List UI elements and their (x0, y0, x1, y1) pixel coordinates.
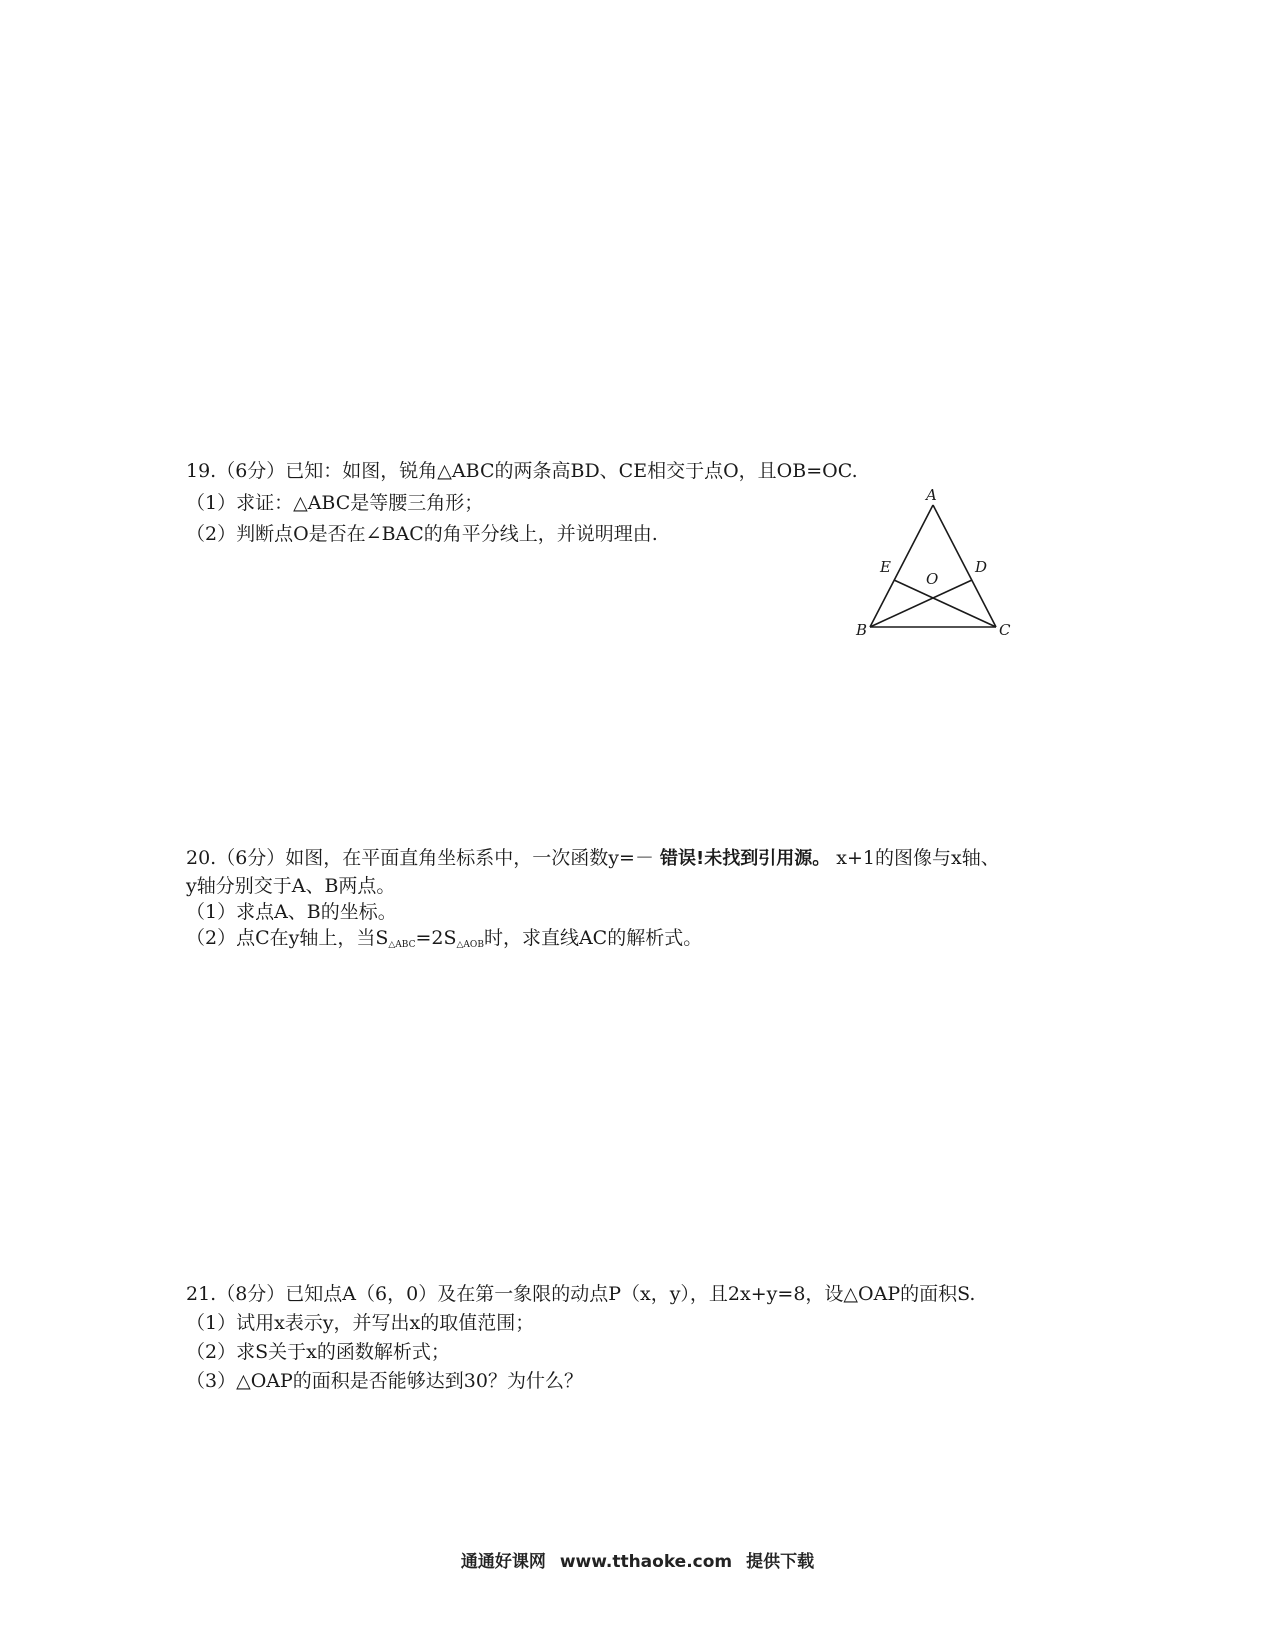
q19-part1: （1）求证：△ABC是等腰三角形； (186, 492, 484, 514)
label-a: A (926, 486, 937, 504)
label-o: O (926, 570, 939, 588)
q21-stem: 21.（8分）已知点A（6，0）及在第一象限的动点P（x，y），且2x+y=8，设△OAP的面积S. (186, 1283, 976, 1305)
q20-stem-suffix: x+1的图像与x轴、 (836, 847, 1000, 869)
q20-subscript-aob: △AOB (456, 940, 484, 950)
q20-stem-prefix: 20.（6分）如图，在平面直角坐标系中，一次函数y=－ (186, 847, 654, 869)
q20-part2-suffix: 时，求直线AC的解析式。 (483, 927, 703, 949)
q20-part2 (186, 925, 702, 958)
q20-reference-error: 错误!未找到引用源。 (660, 848, 831, 869)
q19-stem: 19.（6分）已知：如图，锐角△ABC的两条高BD、CE相交于点O，且OB=OC. (186, 460, 858, 482)
q20-subscript-abc: △ABC (388, 940, 416, 950)
footer-url[interactable]: www.tthaoke.com (559, 1552, 733, 1572)
triangle-figure (856, 486, 1040, 660)
q20-stem (186, 845, 1000, 872)
altitude-ce (894, 580, 996, 627)
page-footer (0, 1547, 1275, 1572)
q20-part1: （1）求点A、B的坐标。 (186, 901, 397, 923)
footer-suffix: 提供下载 (746, 1552, 815, 1572)
q20-part2-mid: =2S (415, 927, 457, 949)
q21-part1: （1）试用x表示y，并写出x的取值范围； (186, 1312, 535, 1334)
q19-part2: （2）判断点O是否在∠BAC的角平分线上，并说明理由. (186, 523, 658, 545)
label-e: E (880, 558, 891, 576)
label-d: D (975, 558, 988, 576)
altitude-bd (870, 580, 972, 627)
q20-stem-line2: y轴分别交于A、B两点。 (186, 875, 396, 897)
label-c: C (999, 621, 1011, 639)
q21-part3: （3）△OAP的面积是否能够达到30？为什么？ (186, 1370, 583, 1392)
q21-part2: （2）求S关于x的函数解析式； (186, 1341, 450, 1363)
footer-site-name: 通通好课网 (460, 1552, 546, 1572)
label-b: B (856, 621, 868, 639)
q20-part2-prefix: （2）点C在y轴上，当S (186, 927, 389, 949)
